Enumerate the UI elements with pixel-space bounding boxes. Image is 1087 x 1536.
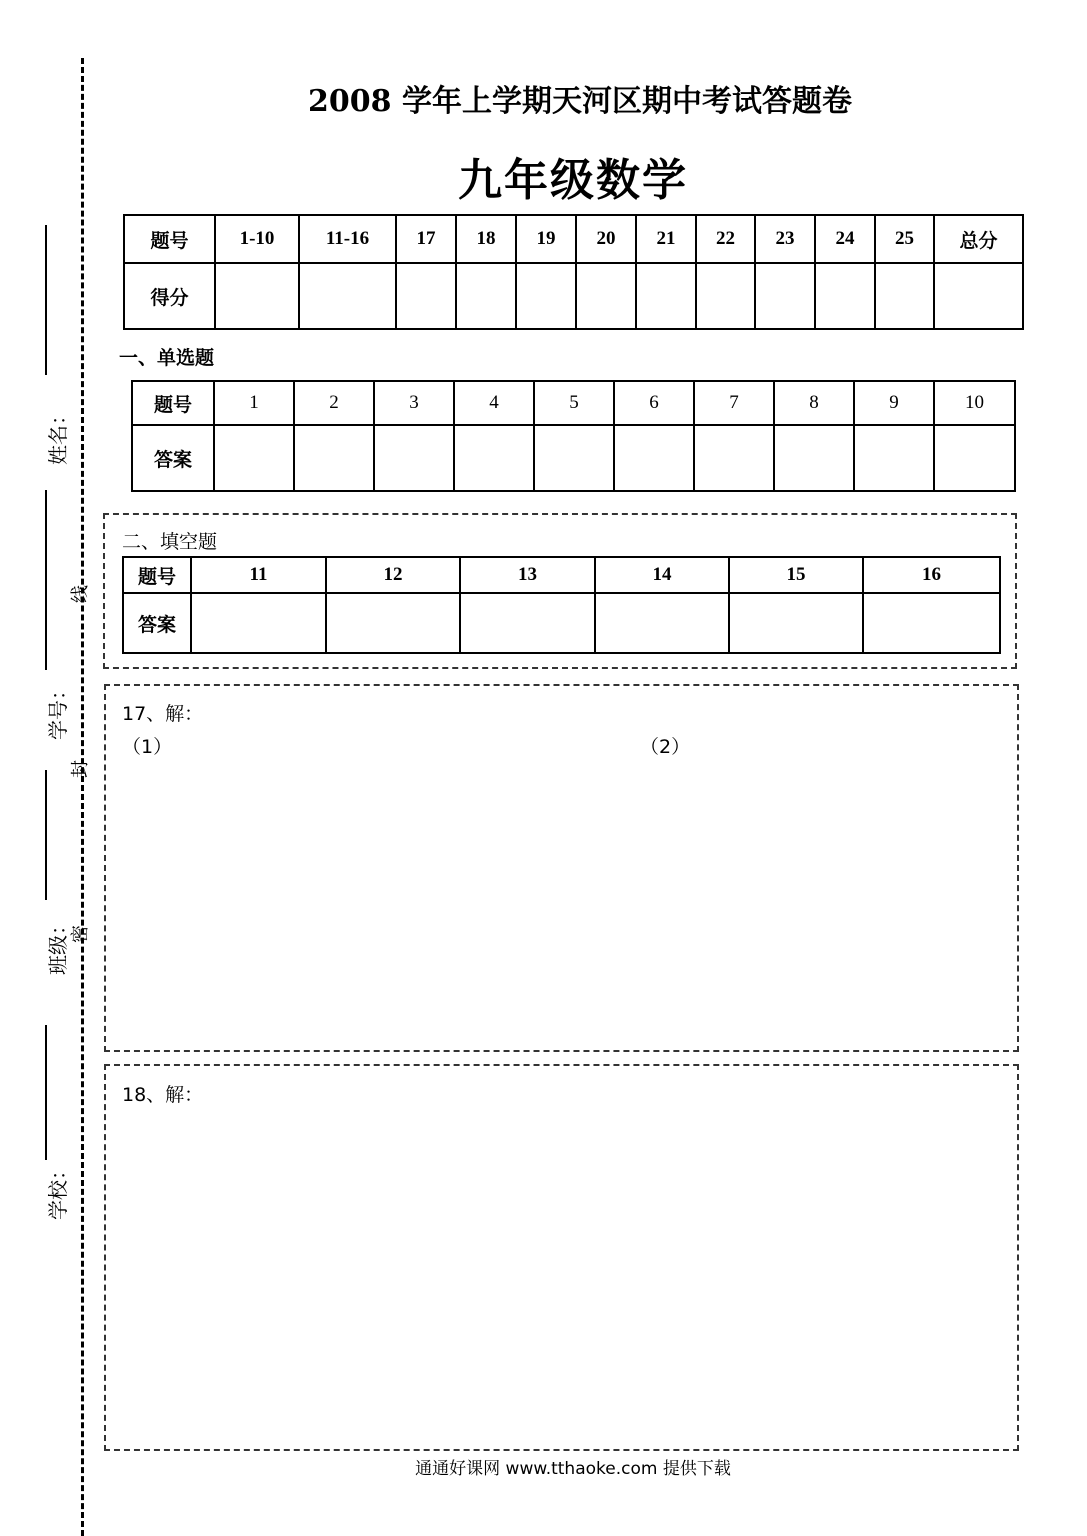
seal-seal-char: 封 bbox=[70, 760, 91, 778]
section1-title: 一、单选题 bbox=[119, 347, 215, 369]
blank-number: 16 bbox=[863, 557, 1000, 593]
score-cell[interactable] bbox=[516, 263, 576, 329]
choice-answer-cell[interactable] bbox=[614, 425, 694, 491]
score-col-header: 11-16 bbox=[299, 215, 396, 263]
blank-answer-cell[interactable] bbox=[191, 593, 326, 653]
score-cell[interactable] bbox=[456, 263, 516, 329]
class-label: 班级： bbox=[46, 915, 70, 975]
fill-blank-table bbox=[122, 556, 1001, 654]
choice-number: 5 bbox=[534, 381, 614, 425]
q17-label: 17、解： bbox=[122, 703, 204, 725]
score-col-header: 23 bbox=[755, 215, 815, 263]
score-row-label: 题号 bbox=[124, 215, 215, 263]
choice-number: 3 bbox=[374, 381, 454, 425]
blank-number: 15 bbox=[729, 557, 863, 593]
school-underline bbox=[45, 1025, 47, 1160]
score-cell[interactable] bbox=[299, 263, 396, 329]
choice-answer-cell[interactable] bbox=[694, 425, 774, 491]
score-col-header: 19 bbox=[516, 215, 576, 263]
seal-line-char: 线 bbox=[70, 585, 91, 603]
blank-answer-cell[interactable] bbox=[460, 593, 595, 653]
q18-answer-box[interactable] bbox=[104, 1064, 1019, 1451]
choice-number: 4 bbox=[454, 381, 534, 425]
blank-number: 12 bbox=[326, 557, 460, 593]
choice-answer-cell[interactable] bbox=[934, 425, 1015, 491]
choice-answer-cell[interactable] bbox=[854, 425, 934, 491]
choice-row-label: 题号 bbox=[132, 381, 214, 425]
school-label: 学校： bbox=[46, 1160, 70, 1220]
choice-number: 6 bbox=[614, 381, 694, 425]
score-cell[interactable] bbox=[934, 263, 1023, 329]
score-col-header: 1-10 bbox=[215, 215, 299, 263]
blank-number: 14 bbox=[595, 557, 729, 593]
score-cell[interactable] bbox=[875, 263, 934, 329]
score-col-header: 18 bbox=[456, 215, 516, 263]
name-label: 姓名： bbox=[46, 405, 70, 465]
choice-number: 8 bbox=[774, 381, 854, 425]
choice-answer-cell[interactable] bbox=[454, 425, 534, 491]
choice-number: 10 bbox=[934, 381, 1015, 425]
q17-answer-box[interactable] bbox=[104, 684, 1019, 1052]
choice-answer-cell[interactable] bbox=[214, 425, 294, 491]
choice-number: 7 bbox=[694, 381, 774, 425]
student-id-label: 学号： bbox=[46, 680, 70, 740]
blank-answer-cell[interactable] bbox=[326, 593, 460, 653]
score-col-header: 24 bbox=[815, 215, 875, 263]
score-cell[interactable] bbox=[576, 263, 636, 329]
choice-answer-cell[interactable] bbox=[774, 425, 854, 491]
score-col-header: 25 bbox=[875, 215, 934, 263]
score-table bbox=[123, 214, 1024, 330]
choice-row-label: 答案 bbox=[132, 425, 214, 491]
choice-number: 1 bbox=[214, 381, 294, 425]
choice-number: 2 bbox=[294, 381, 374, 425]
blank-row-label: 题号 bbox=[123, 557, 191, 593]
blank-answer-cell[interactable] bbox=[863, 593, 1000, 653]
blank-answer-cell[interactable] bbox=[729, 593, 863, 653]
choice-number: 9 bbox=[854, 381, 934, 425]
score-col-header: 17 bbox=[396, 215, 456, 263]
choice-answer-cell[interactable] bbox=[294, 425, 374, 491]
score-cell[interactable] bbox=[636, 263, 696, 329]
q17-part1-label: （1） bbox=[122, 736, 173, 758]
subject-title: 九年级数学 bbox=[458, 155, 688, 206]
section2-title: 二、填空题 bbox=[122, 531, 218, 553]
name-underline bbox=[45, 225, 47, 375]
exam-title: 2008 学年上学期天河区期中考试答题卷 bbox=[308, 84, 852, 119]
blank-row-label: 答案 bbox=[123, 593, 191, 653]
blank-number: 13 bbox=[460, 557, 595, 593]
score-cell[interactable] bbox=[396, 263, 456, 329]
choice-answer-cell[interactable] bbox=[534, 425, 614, 491]
seal-secret-char: 密 bbox=[70, 925, 91, 943]
q18-label: 18、解： bbox=[122, 1084, 204, 1106]
score-cell[interactable] bbox=[215, 263, 299, 329]
class-underline bbox=[45, 770, 47, 900]
score-cell[interactable] bbox=[755, 263, 815, 329]
blank-answer-cell[interactable] bbox=[595, 593, 729, 653]
blank-number: 11 bbox=[191, 557, 326, 593]
binding-dashed-line bbox=[81, 58, 84, 1536]
student-id-underline bbox=[45, 490, 47, 670]
score-cell[interactable] bbox=[815, 263, 875, 329]
q17-part2-label: （2） bbox=[640, 736, 691, 758]
score-row-label: 得分 bbox=[124, 263, 215, 329]
score-cell[interactable] bbox=[696, 263, 755, 329]
score-col-header: 21 bbox=[636, 215, 696, 263]
choice-answer-table bbox=[131, 380, 1016, 492]
score-col-header: 20 bbox=[576, 215, 636, 263]
score-col-header: 总分 bbox=[934, 215, 1023, 263]
score-col-header: 22 bbox=[696, 215, 755, 263]
choice-answer-cell[interactable] bbox=[374, 425, 454, 491]
footer-text: 通通好课网 www.tthaoke.com 提供下载 bbox=[415, 1459, 731, 1479]
